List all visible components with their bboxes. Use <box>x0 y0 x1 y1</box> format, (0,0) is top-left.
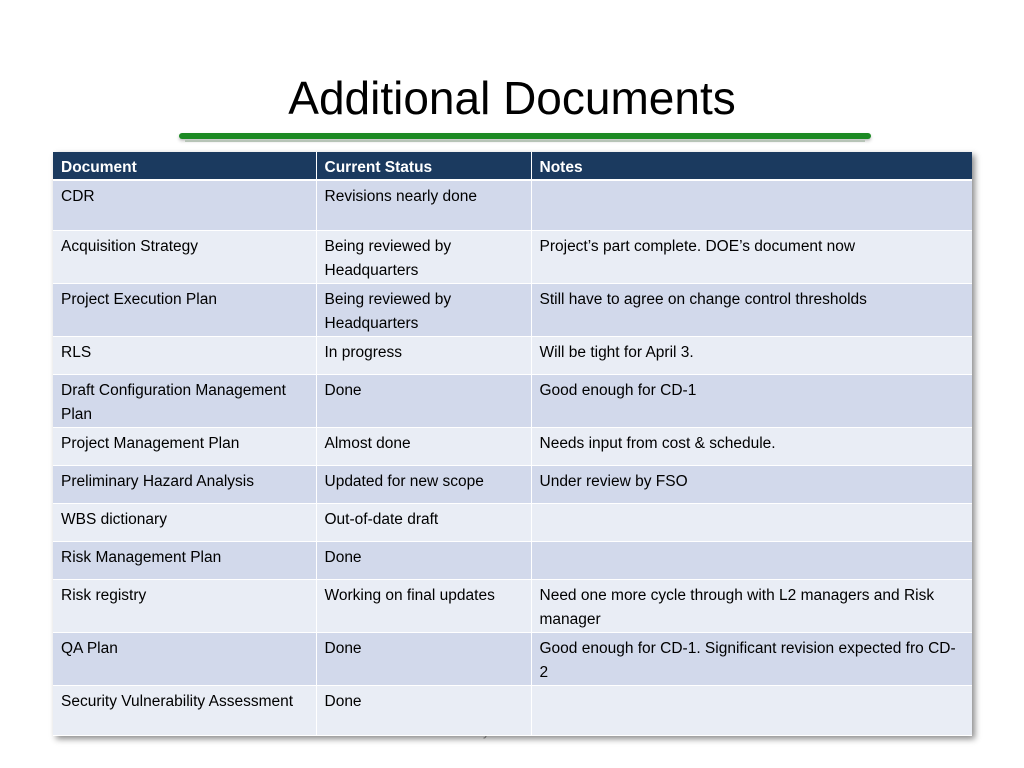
cell-document: WBS dictionary <box>53 503 316 541</box>
cell-status: Being reviewed by Headquarters <box>316 283 531 336</box>
header-document: Document <box>53 152 316 180</box>
cell-notes: Still have to agree on change control thresholds <box>531 283 972 336</box>
table-row <box>53 427 972 465</box>
cell-status: Done <box>316 374 531 427</box>
table-row <box>53 180 972 230</box>
title-underline-shadow <box>185 140 865 142</box>
cell-document: Risk registry <box>53 579 316 632</box>
cell-status: Updated for new scope <box>316 465 531 503</box>
cell-notes <box>531 685 972 735</box>
cell-notes: Good enough for CD-1. Significant revision expected fro CD-2 <box>531 632 972 685</box>
header-current-status: Current Status <box>316 152 531 180</box>
cell-notes: Project’s part complete. DOE’s document now <box>531 230 972 283</box>
cell-document: Project Management Plan <box>53 427 316 465</box>
table-row <box>53 503 972 541</box>
cell-document: Draft Configuration Management Plan <box>53 374 316 427</box>
cell-notes <box>531 541 972 579</box>
table-row <box>53 465 972 503</box>
table-header-row <box>53 152 972 180</box>
cell-status: Revisions nearly done <box>316 180 531 230</box>
cell-notes: Good enough for CD-1 <box>531 374 972 427</box>
cell-notes <box>531 503 972 541</box>
table-row <box>53 283 972 336</box>
cell-document: CDR <box>53 180 316 230</box>
cell-document: Risk Management Plan <box>53 541 316 579</box>
slide-title: Additional Documents <box>288 72 736 124</box>
table-row <box>53 579 972 632</box>
cell-document: Security Vulnerability Assessment <box>53 685 316 735</box>
cell-notes: Under review by FSO <box>531 465 972 503</box>
cell-document: Acquisition Strategy <box>53 230 316 283</box>
cell-document: Project Execution Plan <box>53 283 316 336</box>
cell-status: Done <box>316 541 531 579</box>
cell-status: Done <box>316 685 531 735</box>
documents-table-container <box>53 152 972 736</box>
cell-notes: Needs input from cost & schedule. <box>531 427 972 465</box>
title-underline <box>179 133 871 143</box>
cell-document: Preliminary Hazard Analysis <box>53 465 316 503</box>
cell-document: RLS <box>53 336 316 374</box>
table-row <box>53 230 972 283</box>
table-row <box>53 541 972 579</box>
cell-status: Done <box>316 632 531 685</box>
cell-notes: Need one more cycle through with L2 managers and Risk manager <box>531 579 972 632</box>
table-row <box>53 374 972 427</box>
table-row <box>53 336 972 374</box>
cell-status: Out-of-date draft <box>316 503 531 541</box>
cell-status: In progress <box>316 336 531 374</box>
cell-status: Being reviewed by Headquarters <box>316 230 531 283</box>
cell-status: Almost done <box>316 427 531 465</box>
cell-document: QA Plan <box>53 632 316 685</box>
header-notes: Notes <box>531 152 972 180</box>
cell-status: Working on final updates <box>316 579 531 632</box>
table-row <box>53 685 972 735</box>
title-underline-green <box>179 133 871 139</box>
table-row <box>53 632 972 685</box>
documents-table <box>53 152 972 736</box>
cell-notes <box>531 180 972 230</box>
cell-notes: Will be tight for April 3. <box>531 336 972 374</box>
